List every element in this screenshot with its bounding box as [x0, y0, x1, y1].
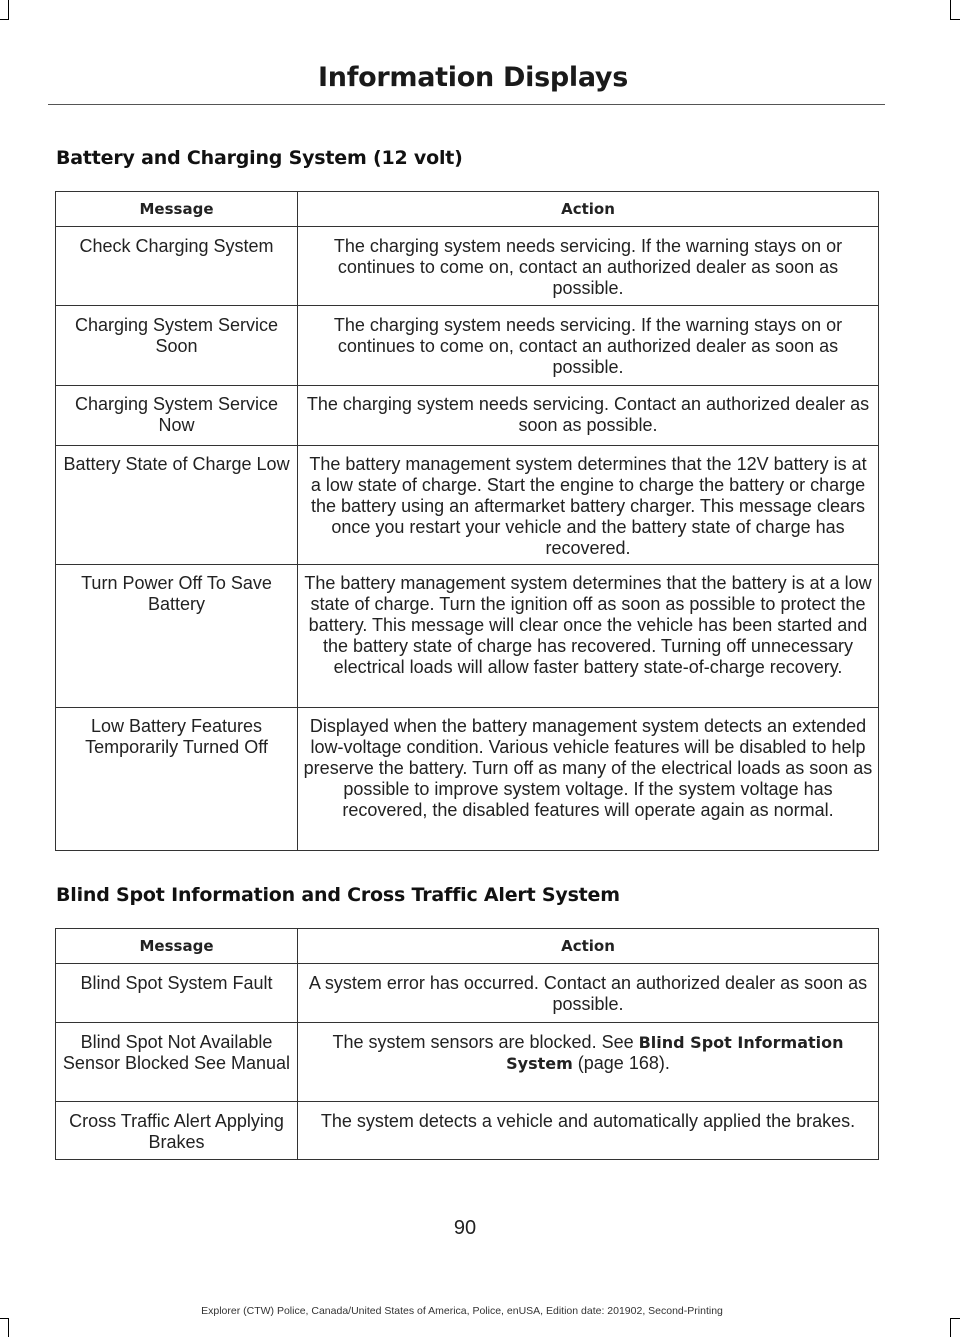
table-row — [56, 386, 879, 446]
column-header-message: Message — [56, 929, 298, 964]
column-header-action: Action — [298, 929, 879, 964]
message-cell: Low Battery Features Temporarily Turned Off — [56, 708, 298, 851]
crop-mark — [0, 1318, 9, 1319]
action-cell: The battery management system determines that the 12V battery is at a low state of charge. Start the engine to charge the battery or charge the battery using an aftermarket battery charger. This message clears once you restart your vehicle and the battery state of charge has recovered. — [298, 446, 879, 565]
header-divider — [48, 104, 885, 105]
table-row — [56, 565, 879, 708]
action-cell: A system error has occurred. Contact an authorized dealer as soon as possible. — [298, 964, 879, 1023]
table-row — [56, 306, 879, 386]
crop-mark — [950, 1318, 960, 1319]
column-header-message: Message — [56, 192, 298, 227]
page-reference: (page 168). — [572, 1053, 670, 1073]
action-cell: Displayed when the battery management system detects an extended low-voltage condition. Various vehicle features will be disabled to help preserve the battery. Turn off as many of the electrical loads as soon as possible to improve system voltage. If the system voltage has recovered, the disabled features will operate again as normal. — [298, 708, 879, 851]
page-title: Information Displays — [318, 62, 628, 93]
message-cell: Blind Spot Not Available Sensor Blocked See Manual — [56, 1023, 298, 1102]
crop-mark — [950, 0, 951, 20]
table-row — [56, 446, 879, 565]
table-row — [56, 1102, 879, 1160]
crop-mark — [950, 19, 960, 20]
action-cell: The battery management system determines that the battery is at a low state of charge. Turn the ignition off as soon as possible to protect the battery. This message will clear once the vehicle has been started and the battery state of charge has recovered. Turning off unnecessary electrical loads will allow faster battery state-of-charge recovery. — [298, 565, 879, 708]
battery-messages-table — [55, 191, 879, 851]
footer-edition-info: Explorer (CTW) Police, Canada/United States of America, Police, enUSA, Edition date: 201902, Second-Printing — [201, 1305, 723, 1317]
cross-reference-link[interactable]: Blind Spot Information System — [506, 1033, 844, 1073]
message-cell: Battery State of Charge Low — [56, 446, 298, 565]
blind-spot-messages-table — [55, 928, 879, 1160]
page-number: 90 — [453, 1217, 477, 1239]
message-cell: Check Charging System — [56, 227, 298, 306]
message-cell: Charging System Service Now — [56, 386, 298, 446]
section-heading-blind-spot: Blind Spot Information and Cross Traffic Alert System — [56, 884, 620, 906]
action-cell: The charging system needs servicing. Contact an authorized dealer as soon as possible. — [298, 386, 879, 446]
crop-mark — [8, 1318, 9, 1337]
action-cell: The charging system needs servicing. If the warning stays on or continues to come on, contact an authorized dealer as soon as possible. — [298, 227, 879, 306]
action-cell: The system detects a vehicle and automatically applied the brakes. — [298, 1102, 879, 1160]
message-cell: Turn Power Off To Save Battery — [56, 565, 298, 708]
message-cell: Charging System Service Soon — [56, 306, 298, 386]
crop-mark — [8, 0, 9, 20]
crop-mark — [950, 1318, 951, 1337]
table-row — [56, 964, 879, 1023]
crop-mark — [0, 19, 9, 20]
column-header-action: Action — [298, 192, 879, 227]
table-header-row — [56, 929, 879, 964]
message-cell: Cross Traffic Alert Applying Brakes — [56, 1102, 298, 1160]
table-row — [56, 708, 879, 851]
section-heading-battery: Battery and Charging System (12 volt) — [56, 147, 463, 169]
table-row — [56, 1023, 879, 1102]
message-cell: Blind Spot System Fault — [56, 964, 298, 1023]
action-cell: The charging system needs servicing. If the warning stays on or continues to come on, contact an authorized dealer as soon as possible. — [298, 306, 879, 386]
table-header-row — [56, 192, 879, 227]
table-row — [56, 227, 879, 306]
action-text: The system sensors are blocked. See — [332, 1032, 639, 1052]
action-cell — [298, 1023, 879, 1102]
